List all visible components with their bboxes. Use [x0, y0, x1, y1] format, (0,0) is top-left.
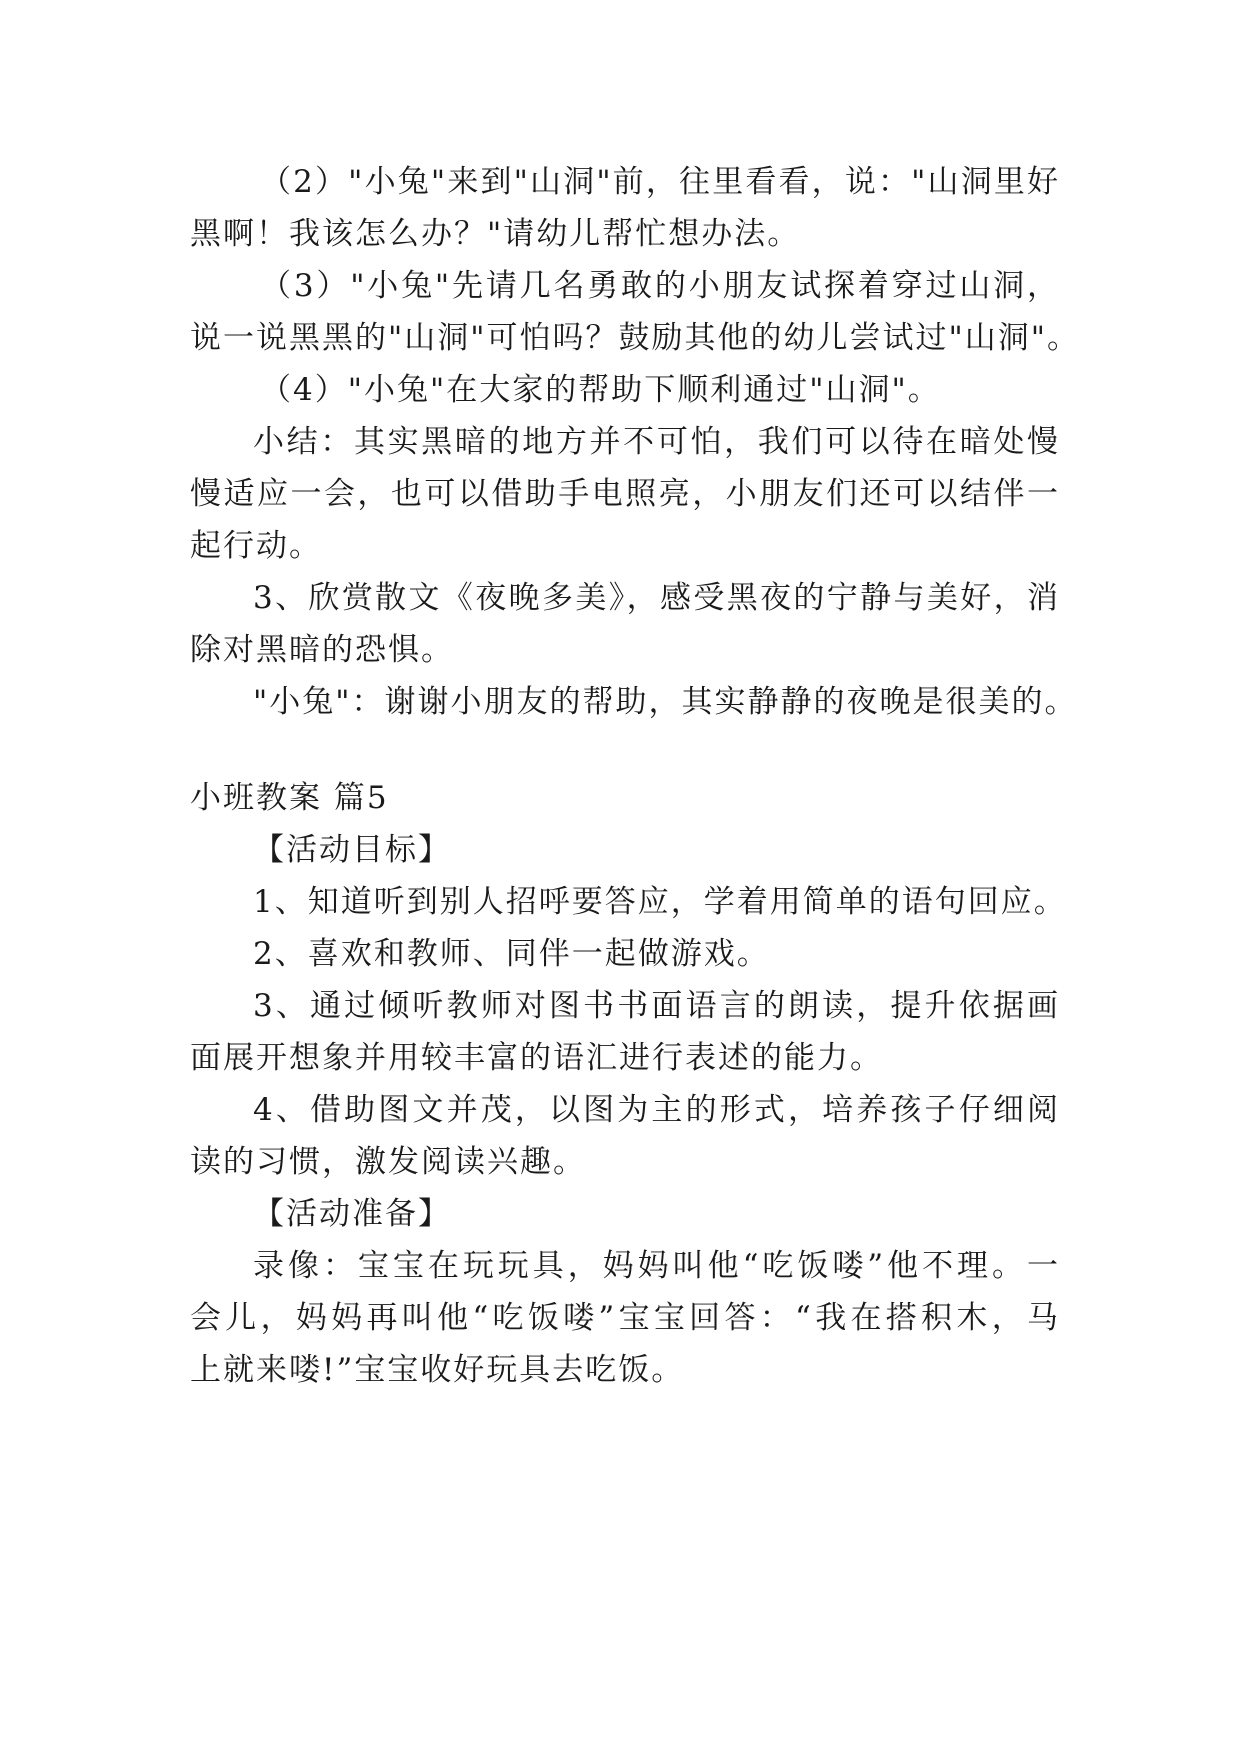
text-line: 上就来喽!”宝宝收好玩具去吃饭。	[190, 1352, 685, 1388]
section-heading: 小班教案 篇5	[190, 780, 389, 816]
text-line: （3）"小兔"先请几名勇敢的小朋友试探着穿过山洞，	[260, 268, 1060, 304]
text-line: 3、欣赏散文《夜晚多美》，感受黑夜的宁静与美好，消	[253, 580, 1060, 616]
text-line: 1、知道听到别人招呼要答应，学着用简单的语句回应。	[253, 884, 1067, 920]
text-line: 3、通过倾听教师对图书书面语言的朗读，提升依据画	[253, 988, 1060, 1024]
text-line: 读的习惯，激发阅读兴趣。	[190, 1144, 586, 1180]
text-line: （4）"小兔"在大家的帮助下顺利通过"山洞"。	[260, 372, 941, 408]
text-line: 2、喜欢和教师、同伴一起做游戏。	[253, 936, 770, 972]
text-line: 黑啊！我该怎么办？"请幼儿帮忙想办法。	[190, 216, 801, 252]
subheading: 【活动目标】	[253, 832, 451, 868]
text-line: "小兔"：谢谢小朋友的帮助，其实静静的夜晚是很美的。	[253, 684, 1078, 720]
text-line: 录像：宝宝在玩玩具，妈妈叫他“吃饭喽”他不理。一	[253, 1248, 1060, 1284]
text-line: 小结：其实黑暗的地方并不可怕，我们可以待在暗处慢	[253, 424, 1060, 460]
text-line: 面展开想象并用较丰富的语汇进行表述的能力。	[190, 1040, 883, 1076]
text-line: 说一说黑黑的"山洞"可怕吗？鼓励其他的幼儿尝试过"山洞"。	[190, 320, 1081, 356]
text-line: 除对黑暗的恐惧。	[190, 632, 454, 668]
text-line: 会儿，妈妈再叫他“吃饭喽”宝宝回答：“我在搭积木，马	[190, 1300, 1060, 1336]
text-line: 4、借助图文并茂，以图为主的形式，培养孩子仔细阅	[253, 1092, 1060, 1128]
subheading: 【活动准备】	[253, 1196, 451, 1232]
text-line: 慢适应一会，也可以借助手电照亮，小朋友们还可以结伴一	[190, 476, 1060, 512]
text-line: （2）"小兔"来到"山洞"前，往里看看，说："山洞里好	[260, 164, 1060, 200]
text-line: 起行动。	[190, 528, 322, 564]
